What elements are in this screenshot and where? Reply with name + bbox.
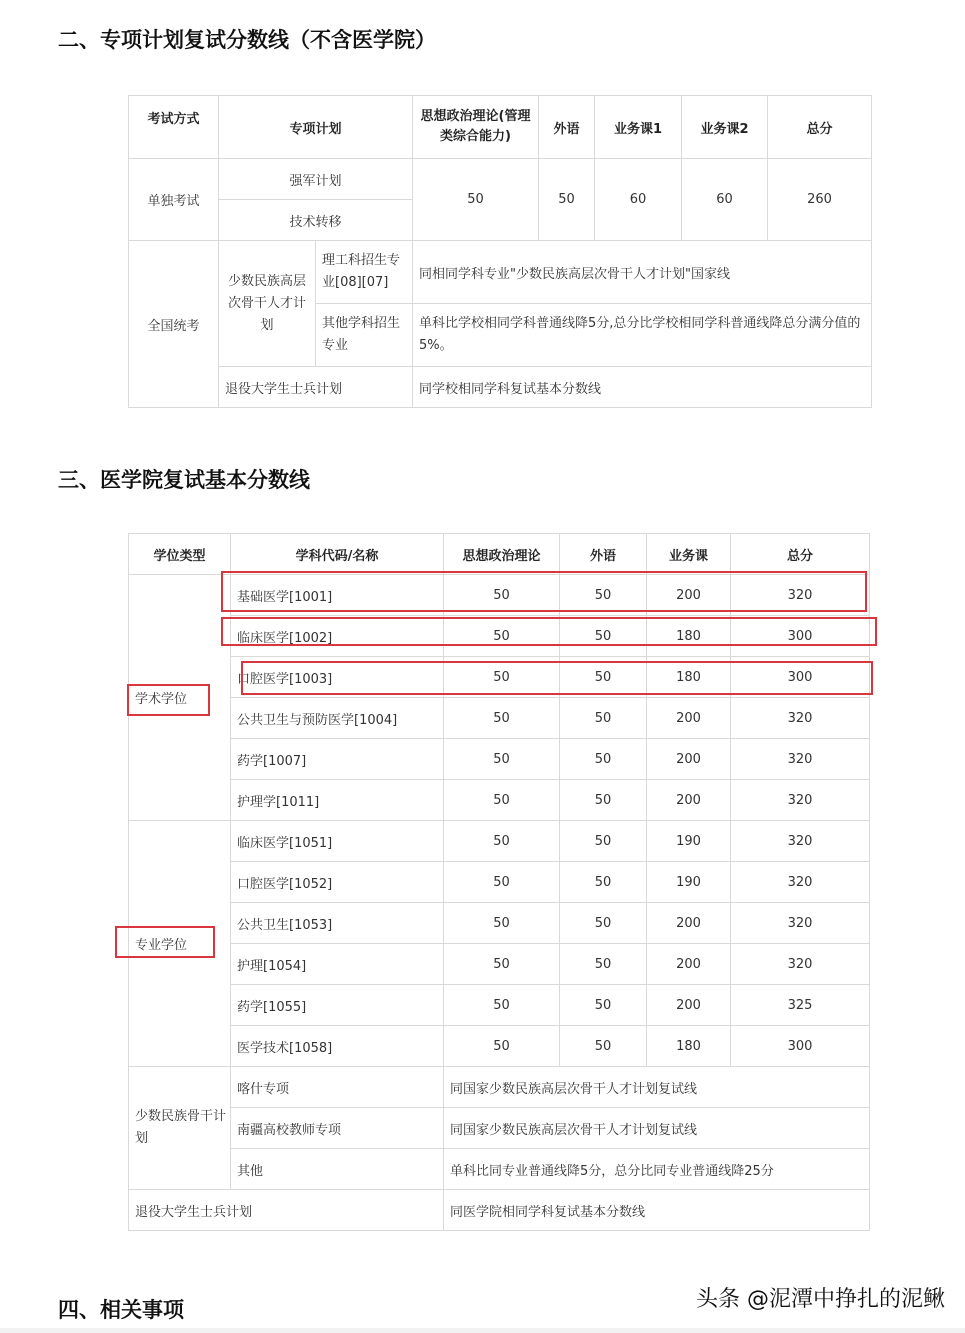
veteran-rule: 同医学院相同学科复试基本分数线 xyxy=(444,1190,870,1231)
bottom-divider xyxy=(0,1328,965,1333)
header-subject: 学科代码/名称 xyxy=(231,534,444,575)
total-cell: 300 xyxy=(731,657,870,698)
foreign-cell: 50 xyxy=(560,862,647,903)
table-row xyxy=(129,780,870,821)
table-row xyxy=(129,985,870,1026)
total-cell: 300 xyxy=(731,1026,870,1067)
course-cell: 190 xyxy=(647,862,731,903)
course-cell: 200 xyxy=(647,985,731,1026)
table-row xyxy=(129,821,870,862)
course-cell: 200 xyxy=(647,698,731,739)
foreign-cell: 50 xyxy=(560,985,647,1026)
subject-cell: 口腔医学[1003] xyxy=(231,657,444,698)
politics-cell: 50 xyxy=(444,575,560,616)
watermark: 头条 @泥潭中挣扎的泥鳅 xyxy=(696,1287,945,1312)
table-row xyxy=(129,575,870,616)
total-cell: 320 xyxy=(731,821,870,862)
subject-cell: 药学[1007] xyxy=(231,739,444,780)
foreign-cell: 50 xyxy=(560,657,647,698)
table-row xyxy=(129,862,870,903)
politics-cell: 50 xyxy=(444,821,560,862)
section2-heading: 二、专项计划复试分数线（不含医学院） xyxy=(58,28,436,52)
header-course1: 业务课1 xyxy=(595,96,682,159)
separate-politics: 50 xyxy=(413,159,539,241)
total-cell: 320 xyxy=(731,739,870,780)
table-row xyxy=(129,367,872,408)
course-cell: 200 xyxy=(647,575,731,616)
header-foreign: 外语 xyxy=(560,534,647,575)
politics-cell: 50 xyxy=(444,944,560,985)
table-row xyxy=(129,739,870,780)
subject-cell: 喀什专项 xyxy=(231,1067,444,1108)
veteran-label: 退役大学生士兵计划 xyxy=(219,367,413,408)
course-cell: 190 xyxy=(647,821,731,862)
total-cell: 320 xyxy=(731,780,870,821)
table-row xyxy=(129,159,872,200)
politics-cell: 50 xyxy=(444,903,560,944)
foreign-cell: 50 xyxy=(560,944,647,985)
header-total: 总分 xyxy=(731,534,870,575)
header-exam-mode: 考试方式 xyxy=(129,96,219,159)
separate-total: 260 xyxy=(768,159,872,241)
politics-cell: 50 xyxy=(444,616,560,657)
course-cell: 200 xyxy=(647,780,731,821)
other-subject-label: 其他学科招生专业 xyxy=(316,304,413,367)
foreign-cell: 50 xyxy=(560,821,647,862)
total-cell: 320 xyxy=(731,903,870,944)
subject-cell: 临床医学[1002] xyxy=(231,616,444,657)
course-cell: 180 xyxy=(647,657,731,698)
other-subject-rule: 单科比学校相同学科普通线降5分,总分比学校相同学科普通线降总分满分值的5%。 xyxy=(413,304,872,367)
table-row xyxy=(129,1149,870,1190)
table-row xyxy=(129,1190,870,1231)
header-politics: 思想政治理论(管理类综合能力) xyxy=(413,96,539,159)
sci-eng-rule: 同相同学科专业"少数民族高层次骨干人才计划"国家线 xyxy=(413,241,872,304)
rule-cell: 单科比同专业普通线降5分，总分比同专业普通线降25分 xyxy=(444,1149,870,1190)
foreign-cell: 50 xyxy=(560,698,647,739)
header-degree-type: 学位类型 xyxy=(129,534,231,575)
table-row xyxy=(129,1108,870,1149)
subject-cell: 护理[1054] xyxy=(231,944,444,985)
section3-heading: 三、医学院复试基本分数线 xyxy=(58,468,310,492)
course-cell: 180 xyxy=(647,616,731,657)
politics-cell: 50 xyxy=(444,985,560,1026)
table-header-row xyxy=(129,534,870,575)
total-cell: 300 xyxy=(731,616,870,657)
subject-cell: 医学技术[1058] xyxy=(231,1026,444,1067)
national-exam-label: 全国统考 xyxy=(129,241,219,408)
table-row xyxy=(129,657,870,698)
total-cell: 320 xyxy=(731,862,870,903)
minority-plan-label: 少数民族高层次骨干人才计划 xyxy=(219,241,316,367)
foreign-cell: 50 xyxy=(560,739,647,780)
course-cell: 200 xyxy=(647,739,731,780)
subject-cell: 药学[1055] xyxy=(231,985,444,1026)
table-row xyxy=(129,903,870,944)
politics-cell: 50 xyxy=(444,657,560,698)
total-cell: 320 xyxy=(731,698,870,739)
foreign-cell: 50 xyxy=(560,1026,647,1067)
medical-school-table xyxy=(128,533,870,1231)
course-cell: 200 xyxy=(647,944,731,985)
politics-cell: 50 xyxy=(444,698,560,739)
politics-cell: 50 xyxy=(444,1026,560,1067)
subject-cell: 公共卫生与预防医学[1004] xyxy=(231,698,444,739)
table-row xyxy=(129,1067,870,1108)
header-plan: 专项计划 xyxy=(219,96,413,159)
plan-tech-transfer: 技术转移 xyxy=(219,200,413,241)
subject-cell: 护理学[1011] xyxy=(231,780,444,821)
foreign-cell: 50 xyxy=(560,780,647,821)
politics-cell: 50 xyxy=(444,739,560,780)
table-row xyxy=(129,698,870,739)
separate-exam-label: 单独考试 xyxy=(129,159,219,241)
politics-cell: 50 xyxy=(444,780,560,821)
professional-degree-label: 专业学位 xyxy=(129,821,231,1067)
course-cell: 200 xyxy=(647,903,731,944)
subject-cell: 临床医学[1051] xyxy=(231,821,444,862)
total-cell: 325 xyxy=(731,985,870,1026)
separate-course1: 60 xyxy=(595,159,682,241)
table-row xyxy=(129,944,870,985)
rule-cell: 同国家少数民族高层次骨干人才计划复试线 xyxy=(444,1108,870,1149)
table-row xyxy=(129,1026,870,1067)
table-header-row xyxy=(129,96,872,159)
politics-cell: 50 xyxy=(444,862,560,903)
table-row xyxy=(129,241,872,304)
header-course2: 业务课2 xyxy=(682,96,768,159)
veteran-rule: 同学校相同学科复试基本分数线 xyxy=(413,367,872,408)
header-course: 业务课 xyxy=(647,534,731,575)
subject-cell: 其他 xyxy=(231,1149,444,1190)
academic-degree-label: 学术学位 xyxy=(129,575,231,821)
foreign-cell: 50 xyxy=(560,575,647,616)
subject-cell: 南疆高校教师专项 xyxy=(231,1108,444,1149)
section4-heading: 四、相关事项 xyxy=(58,1298,184,1322)
course-cell: 180 xyxy=(647,1026,731,1067)
header-total: 总分 xyxy=(768,96,872,159)
header-foreign: 外语 xyxy=(539,96,595,159)
header-politics: 思想政治理论 xyxy=(444,534,560,575)
separate-course2: 60 xyxy=(682,159,768,241)
rule-cell: 同国家少数民族高层次骨干人才计划复试线 xyxy=(444,1067,870,1108)
foreign-cell: 50 xyxy=(560,616,647,657)
veteran-label: 退役大学生士兵计划 xyxy=(129,1190,444,1231)
total-cell: 320 xyxy=(731,575,870,616)
foreign-cell: 50 xyxy=(560,903,647,944)
separate-foreign: 50 xyxy=(539,159,595,241)
plan-strong-army: 强军计划 xyxy=(219,159,413,200)
minority-plan-label: 少数民族骨干计划 xyxy=(129,1067,231,1190)
subject-cell: 口腔医学[1052] xyxy=(231,862,444,903)
special-plan-table xyxy=(128,95,872,408)
total-cell: 320 xyxy=(731,944,870,985)
table-row xyxy=(129,616,870,657)
subject-cell: 基础医学[1001] xyxy=(231,575,444,616)
sci-eng-label: 理工科招生专业[08][07] xyxy=(316,241,413,304)
subject-cell: 公共卫生[1053] xyxy=(231,903,444,944)
